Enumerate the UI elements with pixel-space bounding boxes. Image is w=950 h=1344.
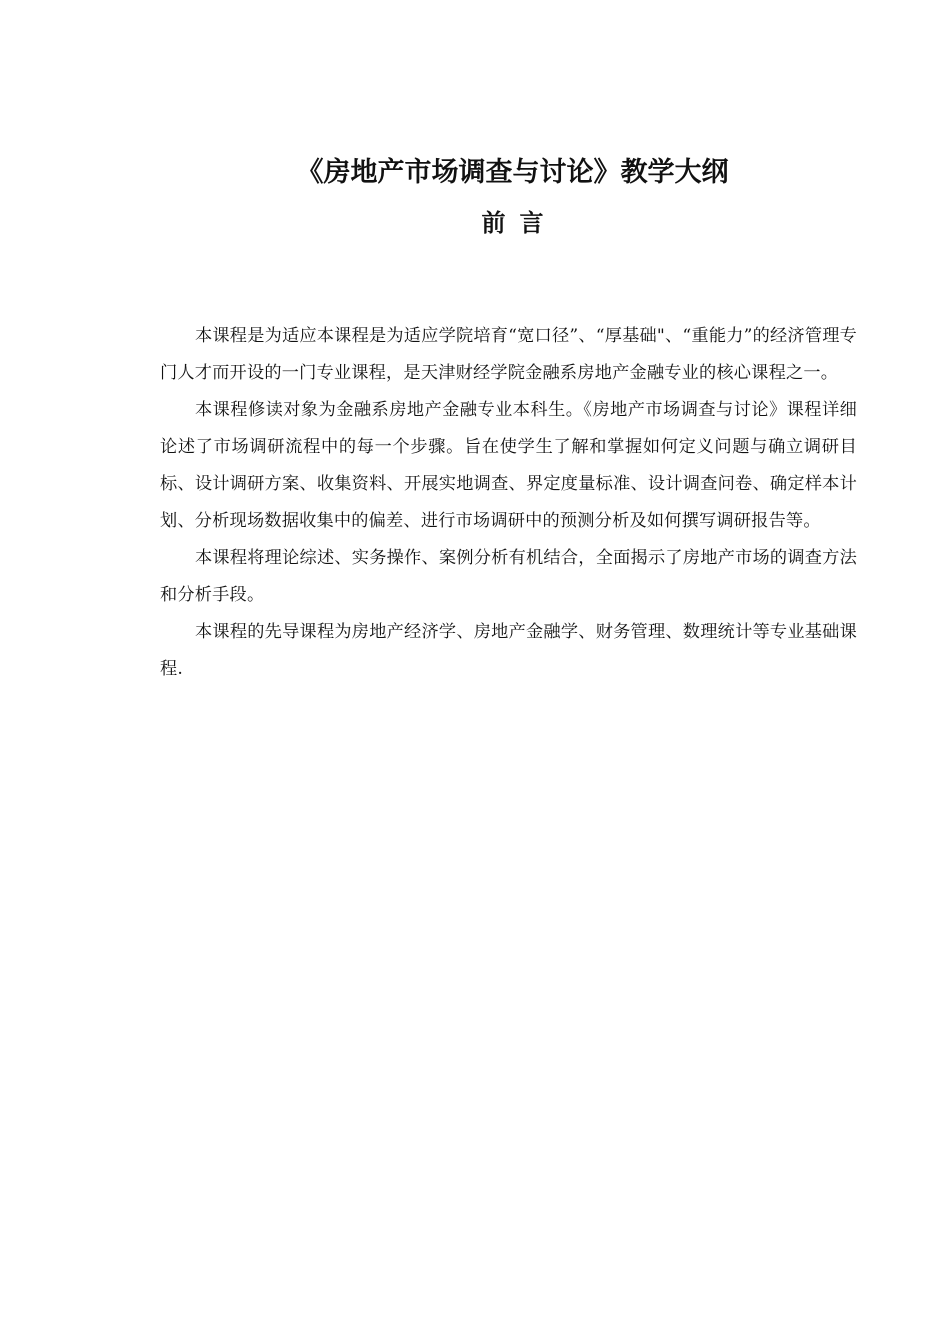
paragraph-4: 本课程的先导课程为房地产经济学、房地产金融学、财务管理、数理统计等专业基础课程. [160,622,857,679]
section-heading-preface [0,205,950,241]
document-title: 《房地产市场调查与讨论》教学大纲 [296,157,729,188]
paragraph-1: 本课程是为适应本课程是为适应学院培育“宽口径”、“厚基础"、“重能力”的经济管理专门人才而开设的一门专业课程，是天津财经学院金融系房地产金融专业的核心课程之一。 [160,326,857,383]
paragraph-3: 本课程将理论综述、实务操作、案例分析有机结合，全面揭示了房地产市场的调查方法和分析手段。 [160,548,857,605]
section-heading-char-1: 前 [481,208,506,237]
paragraph-2: 本课程修读对象为金融系房地产金融专业本科生。《房地产市场调查与讨论》课程详细论述了市场调研流程中的每一个步骤。旨在使学生了解和掌握如何定义问题与确立调研目标、设计调研方案、收集资料、开展实地调查、界定度量标准、设计调查问卷、确定样本计划、分析现场数据收集中的偏差、进行市场调研中的预测分析及如何撰写调研报告等。 [160,400,857,531]
section-heading-char-2: 言 [519,208,544,237]
preface-body [160,318,857,688]
